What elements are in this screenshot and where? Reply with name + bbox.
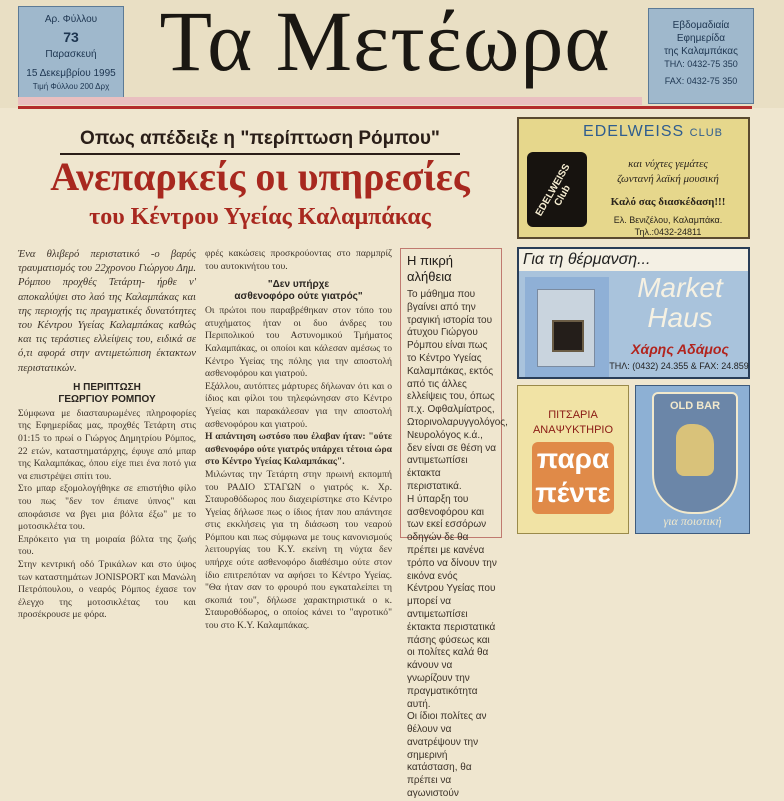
market-haus-name-line2: Haus — [647, 302, 713, 333]
market-haus-contact: ΤΗΛ: (0432) 24.355 & FAX: 24.859 — [609, 361, 749, 371]
stove-body — [537, 289, 595, 367]
market-haus-name-line1: Market — [637, 272, 723, 303]
section-2-title-line2: ασθενοφόρο ούτε γιατρός" — [234, 291, 363, 303]
section-1-paragraph: Στο μπαρ εξομολογήθηκε σε επιστήθιο φίλο του πως "δεν τον έπιανε ύπνος" και αποφάσισε να βγει μια βόλτα έξω" με το μοτοσικλέτα του. — [18, 483, 196, 533]
market-haus-ad — [517, 247, 750, 379]
edelweiss-line-2: ζωντανή λαϊκή μουσική — [617, 173, 719, 185]
contact-info-box — [648, 8, 754, 104]
pizzeria-name-line2: πέντε — [535, 477, 611, 508]
old-bar-shield — [652, 392, 738, 514]
edelweiss-brand — [559, 123, 747, 141]
article-headline: Ανεπαρκείς οι υπηρεσίες — [50, 154, 470, 199]
issue-price: Τιμή Φύλλου 200 Δρχ — [32, 82, 110, 91]
issue-day: Παρασκευή — [45, 49, 97, 60]
pizzeria-line-2: ΑΝΑΨΥΚΤΗΡΙΟ — [532, 424, 614, 436]
masthead-divider — [18, 106, 752, 109]
market-haus-owner: Χάρης Αδάμος — [631, 341, 729, 357]
section-1-paragraph: Σύμφωνα με διασταυρωμένες πληροφορίες της Εφημερίδας μας, προχθές Τετάρτη στις 01:15 το πρωί ο Γιώργος Δημητρίου Ρόμπος, 22 ετών, καταστηματάρχης, έφυγε από μπαρ της Καλαμπάκας, όπου είχε πιει ένα ποτό για να επιστρέψει σπίτι του. — [18, 407, 196, 482]
section-2-paragraph: Η απάντηση ωστόσο που έλαβαν ήταν: "ούτε ασθενοφόρο ούτε γιατρός υπάρχει τέτοια ώρα στο Κέντρο Υγείας Καλαμπάκας". — [205, 431, 392, 468]
section-1-title-line1: Η ΠΕΡΙΠΤΩΣΗ — [73, 381, 141, 393]
pizzeria-name — [532, 442, 614, 514]
edelweiss-ad — [517, 117, 750, 239]
old-bar-ad — [635, 385, 750, 534]
issue-label: Αρ. Φύλλου — [44, 14, 98, 25]
edelweiss-logo-text: EDELWEISS Club — [533, 162, 574, 219]
stove-door — [552, 320, 584, 352]
market-haus-header: Για τη θέρμανση... — [519, 249, 748, 271]
sidebar-paragraph: Το μάθημα που βγαίνει από την τραγική ιστορία του άτυχου Γιώργου Ρόμπου είναι πως το Κέντρο Υγείας Καλαμπάκας, εκτός από τις άλλες ελλείψεις του, όπως π.χ. Οφθαλμίατρος, Ωτορινολαρυγγολόγος, Νευρολόγος κ.ά., δεν είναι σε θέση να αντιμετωπίσει έκτακτα περιστατικά. — [407, 289, 508, 492]
article-subheadline: του Κέντρου Υγείας Καλαμπάκας — [89, 204, 431, 230]
section-2-paragraph: Εξάλλου, αυτόπτες μάρτυρες δήλωναν ότι και ο ίδιος και φίλοι του τηλεφώνησαν στο Κέντρο Υγείας και παρακάλεσαν για την αποστολή ασθενοφόρου και γιατρού. — [205, 380, 392, 430]
contact-tel: ΤΗΛ: 0432-75 350 — [664, 59, 738, 69]
section-2-title — [205, 279, 392, 303]
issue-number: 73 — [63, 29, 79, 45]
sidebar-paragraph: Οι ίδιοι πολίτες αν θέλουν να ανατρέψουν την σημερινή κατάσταση, θα πρέπει να αγωνιστούν — [407, 711, 487, 800]
sidebar-box — [400, 248, 508, 800]
section-1-paragraph: Επρόκειτο για τη μοιραία βόλτα της ζωής του. — [18, 533, 196, 558]
article-kicker: Οπως απέδειξε η "περίπτωση Ρόμπου" — [60, 125, 460, 155]
masthead-band — [18, 97, 642, 105]
lion-emblem-icon — [676, 424, 714, 476]
issue-info-box — [18, 6, 124, 102]
article-lede: Ένα θλιβερό περιστατικό -ο βαρύς τραυματισμός του 22χρονου Γιώργου Δημ. Ρόμπου προχθές Τετάρτη- ήρθε ν' αποκαλύψει στο λαό της Καλαμπάκας και της περιοχής τις πραγματικές δυνατότητες του Κέντρου Υγείας Καλαμπάκας καθώς και τις τεράστιες ελλείψεις του, ειδικά σε ό,τι αφορά στην αντιμετώπιση έκτακτων περιστατικών. — [18, 249, 196, 374]
edelweiss-logo — [527, 152, 587, 227]
edelweiss-brand-suffix: CLUB — [689, 127, 723, 139]
column-2-intro: φρές κακώσεις προσκρούοντας στο παρμπρίζ του αυτοκινήτου του. — [205, 248, 392, 272]
contact-fax: FAX: 0432-75 350 — [664, 76, 738, 86]
edelweiss-tel: Τηλ.:0432-24811 — [634, 227, 702, 237]
section-1-title-line2: ΓΕΩΡΓΙΟΥ ΡΟΜΠΟΥ — [58, 393, 156, 405]
pizzeria-name-line1: παρα — [536, 443, 610, 474]
article-column-1 — [18, 248, 196, 622]
pizzeria-line-1: ΠΙΤΣΑΡΙΑ — [548, 409, 598, 421]
edelweiss-line-3: Καλό σας διασκέδαση!!! — [610, 196, 726, 208]
edelweiss-address: Ελ. Βενιζέλου, Καλαμπάκα. — [613, 215, 723, 225]
market-haus-name — [615, 273, 745, 333]
edelweiss-brand-name: EDELWEISS — [583, 123, 685, 140]
sidebar-paragraph: Η ύπαρξη του ασθενοφόρου και των εκεί εσσόρων οδηγών δε θα πρέπει με κανένα τρόπο να δίνουν την εικόνα ενός Κέντρου Υγείας που μπορεί να αντιμετωπίσει έκτακτα περιστατικά πάσης φύσεως και οι πολίτες καλά θα κάνουν να γνωρίζουν την πραγματικότητα αυτή. — [407, 493, 497, 710]
old-bar-footer: για ποιοτική — [663, 514, 722, 528]
sidebar-title: Η πικρή αλήθεια — [407, 253, 453, 284]
newspaper-title: Τα Μετέωρα — [159, 0, 611, 89]
section-2-paragraph: Μιλώντας την Τετάρτη στην πρωινή εκπομπή του ΡΑΔΙΟ ΣΤΑΓΩΝ ο γιατρός κ. Χρ. Σταυροθόδωρος που διαχειρίστηκε στο Κέντρο Υγείας δήλωσε πως ο ίδιος ήταν που απάντησε στις εκκλήσεις για τη διάσωση του νεαρού Ρόμπου και πως σύμφωνα με τους κανονισμούς λειτουργίας του Κ.Υ. εκείνη τη νύχτα δεν υπήρχε ούτε ασθενοφόρο διαθέσιμο ούτε στον ίδιο επιτρεπόταν να αφήσει το Κέντρο Υγείας. "Θα ήταν σαν το φρουρό που εγκαταλείπει τη σκοπιά του", δήλωσε χαρακτηριστικά ο κ. Σταυροθόδωρος, ο οποίος κάνει το "αγροτικό" του στο Κ.Υ. Καλαμπάκας. — [205, 468, 392, 632]
section-2-paragraph: Οι πρώτοι που παραβρέθηκαν στον τόπο του ατυχήματος ήταν οι δυο άνδρες του Περιπολικού του Αστυνομικού Τμήματος Καλαμπάκας, οι οποίοι και κάλεσαν αμέσως το Κέντρο Υγείας της πόλης για την αποστολή ασθενοφόρου και γιατρού. — [205, 305, 392, 380]
pizzeria-ad — [517, 385, 629, 534]
old-bar-name: OLD BAR — [669, 400, 721, 412]
section-1-paragraph: Στην κεντρική οδό Τρικάλων και στο ύψος των καταστημάτων JONISPORT και Μανώλη Πετρόπουλου, ο νεαρός Ρόμπος έχασε τον έλεγχο της μοτοσικλέτας του και προσέκρουσε με φόρα. — [18, 558, 196, 621]
edelweiss-line-1: και νύχτες γεμάτες — [628, 158, 708, 170]
section-1-title — [18, 382, 196, 406]
article-column-2 — [205, 248, 392, 633]
issue-date: 15 Δεκεμβρίου 1995 — [26, 68, 116, 79]
contact-line-1: Εβδομαδιαία — [672, 20, 730, 31]
stove-illustration — [525, 277, 609, 377]
contact-line-3: της Καλαμπάκας — [664, 46, 738, 57]
section-2-title-line1: "Δεν υπήρχε — [267, 279, 330, 291]
contact-line-2: Εφημερίδα — [676, 33, 726, 44]
